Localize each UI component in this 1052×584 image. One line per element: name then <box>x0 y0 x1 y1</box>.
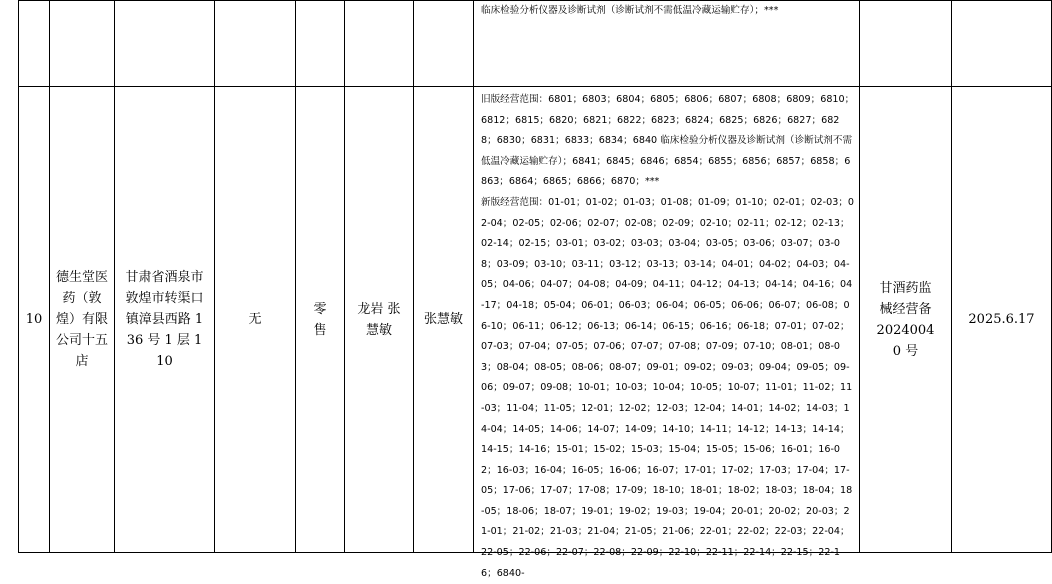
scope-block <box>481 87 855 579</box>
cell-scope <box>474 87 860 579</box>
cell-business-type <box>296 87 345 553</box>
cell-date-prev <box>952 1 1052 87</box>
cell-quality-prev <box>414 1 474 87</box>
cell-company-prev <box>50 1 115 87</box>
business-type-text: 零售 <box>313 301 327 338</box>
cell-index: 10 <box>19 87 50 553</box>
company-name: 德生堂医药（敦煌）有限公司十五店 <box>56 270 109 369</box>
scope-old-text: 旧版经营范围：6801；6803；6804；6805；6806；6807；6808；6809；6810；6812；6815；6820；6821；6822；6823；6824；6825；6826；6827；6828；6830；6831；6833；6834；6840 临床检验分析仪器及诊断试剂（诊断试剂不需低温冷藏运输贮存）；6841；6845；6846；6854；6855；6856；6857；6858；6863；6864；6865；6866；6870；*** <box>481 94 855 188</box>
cell-scope-prev <box>474 1 860 87</box>
scope-tail-text: 临床检验分析仪器及诊断试剂（诊断试剂不需低温冷藏运输贮存）；*** <box>481 5 779 16</box>
cell-address <box>115 87 215 553</box>
scope-new-text: 新版经营范围：01-01；01-02；01-03；01-08；01-09；01-10；02-01；02-03；02-04；02-05；02-06；02-07；02-08；02-09；02-10；02-11；02-12；02-13；02-14；02-15；03-01；03-02；03-03；03-04；03-05；03-06；03-07；03-08；03-09；03-10；03-11；03-12；03-13；03-14；04-01；04-02；04-03；04-05；04-06；04-07；04-08；04-09；04-11；04-12；04-13；04-14；04-16；04-17；04-18；05-04；06-01；06-03；06-04；06-05；06-06；06-07；06-08；06-10；06-11；06-12；06-13；06-14；06-15；06-16；06-18；07-01；07-02；07-03；07-04；07-05；07-06；07-07；07-08；07-09；07-10；08-01；08-03；08-04；08-05；08-06；08-07；09-01；09-02；09-03；09-04；09-05；09-06；09-07；09-08；10-01；10-03；10-04；10-05；10-07；11-01；11-02；11-03；11-04；11-05；12-01；12-02；12-03；12-04；14-01；14-02；14-03；14-04；14-05；14-06；14-07；14-09；14-10；14-11；14-12；14-13；14-14；14-15；14-16；15-01；15-02；15-03；15-04；15-05；15-06；16-01；16-02；16-03；16-04；16-05；16-06；16-07；17-01；17-02；17-03；17-04；17-05；17-06；17-07；17-08；17-09；18-10；18-01；18-02；18-03；18-04；18-05；18-06；18-07；19-01；19-02；19-03；19-04；20-01；20-02；20-03；21-01；21-02；21-03；21-04；21-05；21-06；22-01；22-02；22-03；22-04；22-05；22-06；22-07；22-08；22-09；22-10；22-11；22-14；22-15；22-16；6840- <box>481 196 855 579</box>
address-text: 甘肃省酒泉市敦煌市转渠口镇漳县西路 136 号 1 层 110 <box>125 270 204 369</box>
cell-index-prev <box>19 1 50 87</box>
cell-address-prev <box>115 1 215 87</box>
cell-business-type-prev <box>296 1 345 87</box>
responsible-person-text: 龙岩 张慧敏 <box>357 301 401 338</box>
cell-responsible-prev <box>345 1 414 87</box>
table-row-previous <box>19 1 1052 87</box>
cell-company <box>50 87 115 553</box>
cell-quality-manager: 张慧敏 <box>414 87 474 553</box>
cell-legal-rep-prev <box>215 1 296 87</box>
cell-record-number <box>860 87 952 553</box>
cell-responsible <box>345 87 414 553</box>
record-table <box>18 0 1052 579</box>
cell-legal-rep: 无 <box>215 87 296 553</box>
table-row <box>19 87 1052 553</box>
cell-record-date: 2025.6.17 <box>952 87 1052 553</box>
record-number-text: 甘酒药监械经营备 20240040 号 <box>876 280 935 359</box>
cell-record-number-prev <box>860 1 952 87</box>
